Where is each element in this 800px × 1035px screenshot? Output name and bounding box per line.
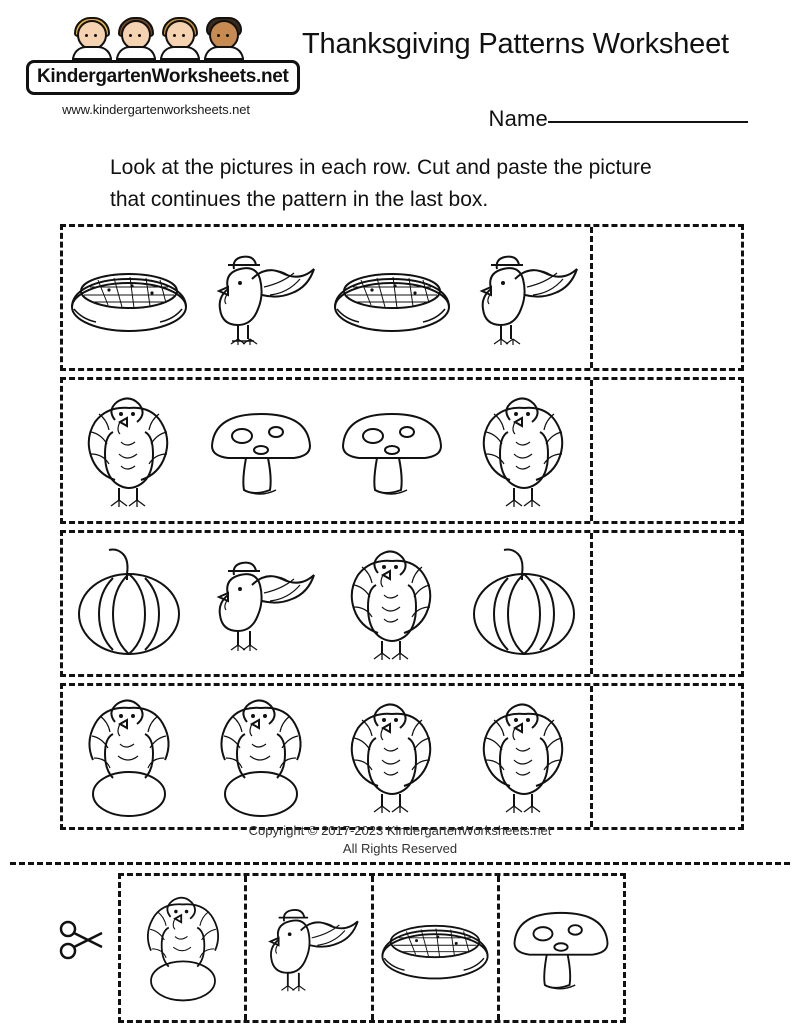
kid-icon-2 xyxy=(114,20,158,60)
cut-line-divider xyxy=(10,862,790,865)
name-field xyxy=(489,106,749,132)
cutout-turkey-pilgrim[interactable] xyxy=(247,876,373,1020)
pattern-cell-pumpkin xyxy=(63,533,195,674)
pattern-cell-pie xyxy=(63,227,195,368)
scissors-icon xyxy=(58,915,108,965)
pattern-row-1 xyxy=(60,224,744,371)
answer-box-row-1[interactable] xyxy=(590,227,741,368)
kid-icon-3 xyxy=(158,20,202,60)
pattern-cell-turkey xyxy=(327,533,459,674)
page-title: Thanksgiving Patterns Worksheet xyxy=(302,28,729,60)
kids-illustration xyxy=(46,20,266,60)
logo-word-worksheets: Worksheets xyxy=(151,66,256,87)
pattern-cell-turkey-sitting xyxy=(195,686,327,827)
pattern-cell-turkey xyxy=(458,686,590,827)
name-input-rule[interactable] xyxy=(548,120,748,123)
pattern-rows xyxy=(60,224,744,836)
pattern-cell-pumpkin xyxy=(458,533,590,674)
copyright-block xyxy=(0,822,800,857)
logo-word-net: .net xyxy=(256,66,289,87)
pattern-cell-turkey xyxy=(63,380,195,521)
pattern-cell-turkey-sitting xyxy=(63,686,195,827)
pattern-row-2 xyxy=(60,377,744,524)
answer-box-row-2[interactable] xyxy=(590,380,741,521)
pattern-cell-mushroom xyxy=(327,380,459,521)
pattern-cell-turkey-pilgrim xyxy=(458,227,590,368)
instructions-line-1: Look at the pictures in each row. Cut and paste the picture xyxy=(110,156,652,179)
pattern-cell-turkey xyxy=(327,686,459,827)
cutout-turkey-sitting[interactable] xyxy=(121,876,247,1020)
instructions xyxy=(110,152,710,216)
logo-wordmark xyxy=(26,60,300,95)
pattern-cell-pie xyxy=(327,227,459,368)
pattern-cell-mushroom xyxy=(195,380,327,521)
pattern-row-4 xyxy=(60,683,744,830)
pattern-cell-turkey-pilgrim xyxy=(195,227,327,368)
site-logo[interactable] xyxy=(26,20,289,117)
cutout-mushroom[interactable] xyxy=(500,876,623,1020)
pattern-cell-turkey-pilgrim xyxy=(195,533,327,674)
cutout-pie[interactable] xyxy=(374,876,500,1020)
pattern-row-3 xyxy=(60,530,744,677)
instructions-line-2: that continues the pattern in the last box. xyxy=(110,187,489,211)
copyright-text: Copyright © 2017-2023 KindergartenWorksheets.net xyxy=(248,823,552,838)
pattern-cell-turkey xyxy=(458,380,590,521)
cutout-strip xyxy=(118,873,626,1023)
kid-icon-4 xyxy=(202,20,246,60)
kid-icon-1 xyxy=(70,20,114,60)
logo-word-kindergarten: Kindergarten xyxy=(37,66,152,87)
page-header xyxy=(0,0,800,145)
site-url: www.kindergartenworksheets.net xyxy=(62,101,250,117)
answer-box-row-4[interactable] xyxy=(590,686,741,827)
rights-text: All Rights Reserved xyxy=(342,840,458,856)
name-label: Name xyxy=(488,106,548,131)
answer-box-row-3[interactable] xyxy=(590,533,741,674)
